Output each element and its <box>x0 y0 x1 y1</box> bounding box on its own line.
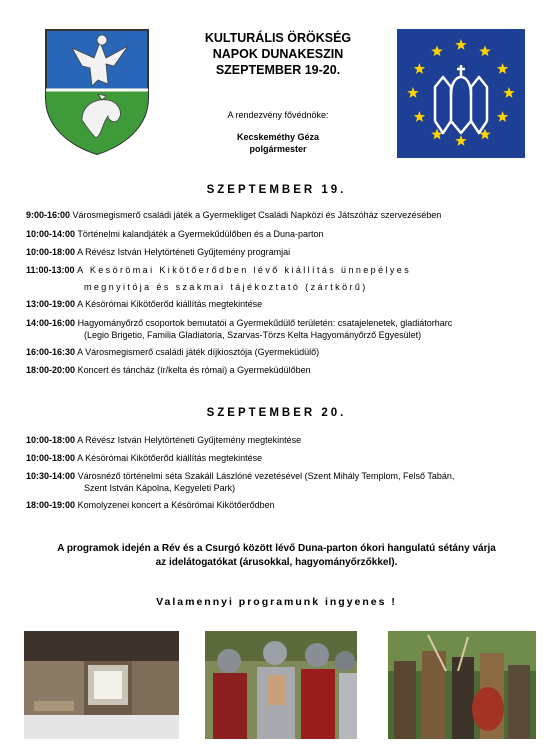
event-text: A Révész István Helytörténeti Gyűjtemény programjai <box>77 247 291 257</box>
patron-label: A rendezvény fővédnöke: <box>227 110 329 120</box>
event-time: 11:00-13:00 <box>26 265 75 275</box>
event-time: 18:00-19:00 <box>26 500 76 510</box>
schedule-row <box>26 209 536 221</box>
schedule-row <box>26 264 536 276</box>
event-time: 10:30-14:00 <box>26 471 76 481</box>
event-text: Történelmi kalandjáték a Gyermekűdülőben és a Duna-parton <box>77 229 324 239</box>
event-text: Koncert és táncház (ír/kelta és római) a Gyermeküdülőben <box>77 365 311 375</box>
event-text: Városnéző történelmi séta Szakáll Lászlóné vezetésével (Szent Mihály Templom, Felső Tabán, <box>77 471 455 481</box>
event-text-continued: (Legio Brigetio, Familia Gladiatoria, Szarvas-Törzs Kelta Hagyományőrző Egyesület) <box>84 330 422 340</box>
event-text: A Kesörömai Kikötőerődben lévő kiállítás ünnepélyes <box>77 265 412 275</box>
event-text: A Késörómai Kikötőerőd kiállítás megtekintése <box>77 453 263 463</box>
event-text: A Késörómai Kikötőerőd kiállítás megtekintése <box>77 299 263 309</box>
schedule-row <box>26 228 536 240</box>
patron-role: polgármester <box>249 144 307 154</box>
patron-name: Kecskeméthy Géza <box>236 132 320 142</box>
schedule-row <box>26 470 536 482</box>
schedule-row <box>26 499 536 511</box>
event-text: Hagyományőrző csoportok bemutatói a Gyermekűdülő területén: csatajelenetek, gladiátorharc <box>77 318 453 328</box>
event-text: Városmegismerő családi játék a Gyermekliget Családi Napközi és Játszóház szervezésében <box>72 210 442 220</box>
note-line-2: az idelátogatókat (árusokkal, hagyományőrzőkkel). <box>155 557 398 568</box>
coat-of-arms-icon <box>42 28 152 156</box>
event-time: 16:00-16:30 <box>26 347 76 357</box>
event-time: 10:00-18:00 <box>26 453 76 463</box>
promenade-note <box>0 542 553 570</box>
event-text: A Révész István Helytörténeti Gyűjtemény megtekintése <box>77 435 302 445</box>
event-text-continued: Szent István Kápolna, Kegyeleti Park) <box>84 483 236 493</box>
schedule-row <box>26 246 536 258</box>
event-time: 9:00-16:00 <box>26 210 71 220</box>
schedule-row <box>26 346 536 358</box>
schedule-row <box>26 364 536 376</box>
schedule-row <box>26 317 536 329</box>
title-line-3: SZEPTEMBER 19-20. <box>215 63 341 77</box>
roman-legion-photo <box>205 631 357 739</box>
note-line-1: A programok idején a Rév és a Csurgó között lévő Duna-parton ókori hangulatú sétány várja <box>57 543 496 554</box>
event-time: 13:00-19:00 <box>26 299 76 309</box>
day2-heading: SZEPTEMBER 20. <box>206 407 347 419</box>
free-admission-text: Valamennyi programunk ingyenes ! <box>156 596 397 608</box>
day1-heading: SZEPTEMBER 19. <box>206 184 347 196</box>
exhibition-hall-photo <box>24 631 179 739</box>
event-time: 10:00-18:00 <box>26 247 76 257</box>
patron-block <box>160 131 396 155</box>
schedule-row <box>26 298 536 310</box>
schedule-row <box>26 434 536 446</box>
event-time: 10:00-14:00 <box>26 229 76 239</box>
title-line-1: KULTURÁLIS ÖRÖKSÉG <box>204 31 352 45</box>
event-text: A Városmegismerő családi játék díjkiosztója (Gyermeküdülő) <box>77 347 320 357</box>
event-time: 18:00-20:00 <box>26 365 76 375</box>
event-text: Komolyzenei koncert a Késörómai Kikötőerődben <box>77 500 275 510</box>
heritage-days-logo-icon <box>397 29 525 158</box>
event-time: 14:00-16:00 <box>26 318 76 328</box>
title-line-2: NAPOK DUNAKESZIN <box>212 47 344 61</box>
event-title <box>160 30 396 78</box>
celtic-reenactors-photo <box>388 631 536 739</box>
event-text-continued: megnyitója és szakmai tájékoztató (zártkörű) <box>84 282 368 292</box>
schedule-row <box>26 452 536 464</box>
event-time: 10:00-18:00 <box>26 435 76 445</box>
